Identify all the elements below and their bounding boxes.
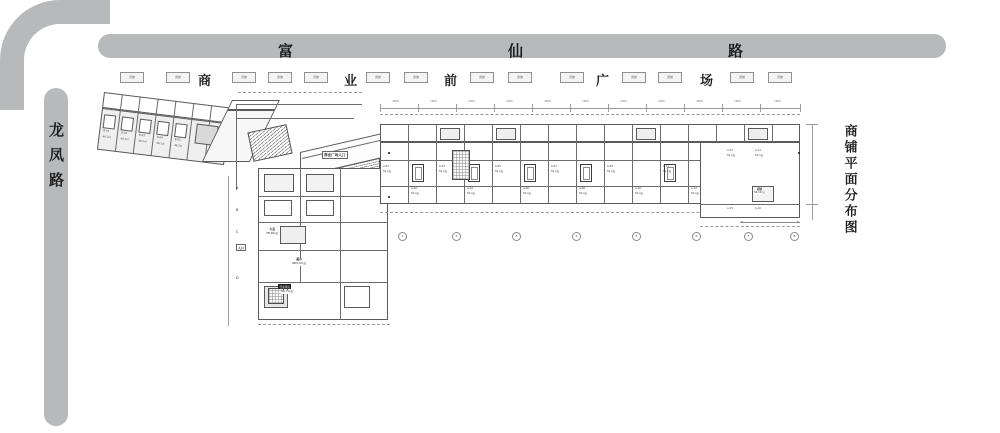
unit-area: 52.1㎡	[579, 192, 588, 195]
plan-title: 商铺平面分布图	[841, 124, 857, 236]
right-dimension-line	[812, 124, 813, 220]
left-wing-unit-code: B-01	[103, 129, 110, 133]
plaza-shop-pill[interactable]: 商铺	[232, 72, 256, 83]
unit-code: A-11	[663, 165, 669, 168]
dimension-line	[380, 108, 800, 109]
right-row-partition	[604, 124, 605, 204]
right-row-partition	[408, 124, 409, 204]
unit-code: A-09	[607, 165, 613, 168]
plaza-shop-pill[interactable]: 商铺	[560, 72, 584, 83]
plaza-shop-pill[interactable]: 商铺	[508, 72, 532, 83]
axis-bubble-3: 3	[512, 232, 521, 241]
unit-code: A-07	[551, 165, 557, 168]
axis-bubble-2: 2	[452, 232, 461, 241]
axis-bubble-6: 6	[692, 232, 701, 241]
road-label-lu: 路	[728, 42, 746, 60]
left-wing-unit-area: 46.2㎡	[138, 139, 147, 144]
unit-area: 52.1㎡	[755, 154, 764, 157]
center-partition	[258, 250, 388, 251]
left-wing-unit-core[interactable]	[103, 114, 117, 129]
unit-code: A-14	[755, 149, 761, 152]
corridor-room[interactable]	[496, 128, 516, 140]
dimension-tick	[684, 104, 685, 112]
dimension-text: 7200	[468, 100, 475, 103]
dimension-tick	[570, 104, 571, 112]
node-dot	[388, 152, 390, 154]
unit-code: A-04	[467, 187, 473, 190]
unit-code: A-13	[727, 149, 733, 152]
unit-code: A-03	[439, 165, 445, 168]
right-end-dimension	[740, 222, 800, 223]
dimension-tick	[646, 104, 647, 112]
plaza-edge-line-2	[236, 118, 354, 119]
plaza-title-char-5: 场	[700, 74, 714, 89]
shop-core[interactable]	[524, 164, 536, 182]
right-end-line	[700, 204, 800, 205]
left-wing-unit-code: B-04	[156, 135, 164, 140]
left-wing-unit-area: 46.2㎡	[120, 137, 129, 142]
road-label-longfenglu: 龙凤路	[47, 122, 65, 197]
center-room[interactable]	[280, 226, 306, 244]
axis-bubble-7: 7	[744, 232, 753, 241]
unit-area: 52.1㎡	[523, 192, 532, 195]
right-row-partition	[520, 124, 521, 204]
dimension-tick	[608, 104, 609, 112]
dimension-text: 7200	[696, 100, 703, 103]
area-value: 52.10 ㎡	[754, 191, 765, 195]
right-end-building	[700, 142, 800, 218]
dimension-tick	[494, 104, 495, 112]
center-room[interactable]	[264, 200, 292, 216]
area-tag-a	[266, 228, 279, 236]
plaza-shop-pill[interactable]: 商铺	[730, 72, 754, 83]
plaza-shop-pill[interactable]: 商铺	[658, 72, 682, 83]
left-wing-unit-area: 46.2㎡	[155, 141, 165, 146]
left-wing-unit-area: 46.2㎡	[173, 143, 183, 148]
right-row-partition	[548, 124, 549, 204]
left-wing-unit-core[interactable]	[138, 119, 152, 134]
plaza-title-char-4: 广	[596, 74, 610, 89]
plaza-dashed-boundary	[238, 92, 362, 93]
plaza-shop-pill[interactable]: 商铺	[366, 72, 390, 83]
right-row-top-dash	[380, 114, 800, 115]
center-partition-v	[340, 168, 341, 320]
unit-code: A-02	[411, 187, 417, 190]
dimension-tick	[418, 104, 419, 112]
corridor-room[interactable]	[636, 128, 656, 140]
dimension-text: 7200	[430, 100, 437, 103]
dimension-text: 7200	[392, 100, 399, 103]
unit-area: 52.1㎡	[607, 170, 616, 173]
shop-core[interactable]	[580, 164, 592, 182]
unit-code: A-16	[755, 207, 761, 210]
plaza-shop-pill[interactable]: 商铺	[404, 72, 428, 83]
unit-code: A-06	[523, 187, 529, 190]
unit-area: 52.1㎡	[551, 170, 560, 173]
left-wing-unit-code: B-05	[174, 137, 181, 142]
plaza-edge-line	[236, 104, 362, 105]
unit-area: 52.1㎡	[411, 192, 420, 195]
unit-code: A-08	[579, 187, 585, 190]
center-partition	[258, 222, 388, 223]
road-right-cap	[922, 34, 946, 58]
plaza-shop-pill[interactable]: 商铺	[622, 72, 646, 83]
axis-label-d: D	[236, 276, 239, 280]
right-row-partition	[576, 124, 577, 204]
plaza-title-char-1: 商	[198, 74, 212, 89]
axis-label-c: C	[236, 230, 239, 234]
plaza-shop-pill[interactable]: 商铺	[304, 72, 328, 83]
corridor-room[interactable]	[440, 128, 460, 140]
dimension-text: 7200	[658, 100, 665, 103]
dimension-tick	[800, 104, 801, 112]
plaza-left-edge	[236, 104, 237, 190]
right-row-partition	[632, 124, 633, 204]
unit-area: 52.1㎡	[439, 170, 448, 173]
area-value: 78.00 ㎡	[266, 230, 279, 235]
right-row-partition	[436, 124, 437, 204]
shop-core[interactable]	[412, 164, 424, 182]
unit-code: A-01	[383, 165, 389, 168]
right-end-dash	[700, 226, 800, 227]
dimension-text: 7200	[506, 100, 513, 103]
axis-bubble-5: 5	[632, 232, 641, 241]
plaza-shop-pill[interactable]: 商铺	[166, 72, 190, 83]
left-wing-unit-code: B-03	[138, 133, 146, 138]
dimension-tick	[380, 104, 381, 112]
axis-bubble-8: 8	[790, 232, 799, 241]
center-bottom-dash	[258, 324, 390, 325]
corridor-room[interactable]	[748, 128, 768, 140]
dimension-tick	[806, 124, 818, 125]
unit-area: 52.1㎡	[467, 192, 476, 195]
dimension-tick	[760, 104, 761, 112]
axis-bubble-1: 1	[398, 232, 407, 241]
plaza-shop-pill[interactable]: 商铺	[120, 72, 144, 83]
unit-area: 52.1㎡	[383, 170, 392, 173]
dimension-tick	[532, 104, 533, 112]
area-tag-c-value: 66.70 ㎡	[281, 289, 294, 293]
unit-code: A-10	[635, 187, 641, 190]
area-tag-b	[292, 258, 306, 266]
axis-label-b: B	[236, 208, 239, 212]
road-label-fu: 富	[278, 42, 296, 60]
right-row-partition	[660, 124, 661, 204]
plaza-title-char-2: 业	[344, 74, 358, 89]
left-wing-unit-core[interactable]	[174, 123, 188, 138]
unit-code: A-15	[727, 207, 733, 210]
unit-area: 52.1㎡	[691, 192, 700, 195]
center-partition	[258, 282, 388, 283]
area-title: 商铺	[756, 188, 763, 191]
dimension-text: 7200	[734, 100, 741, 103]
secondary-entrance-tag[interactable]: 入口	[238, 245, 245, 250]
unit-area: 52.1㎡	[663, 170, 672, 173]
unit-code: A-12	[691, 187, 697, 190]
area-value: 284.30 ㎡	[292, 260, 307, 265]
center-room[interactable]	[306, 174, 334, 192]
main-entrance-tag[interactable]: 商业广场入口	[322, 151, 348, 159]
center-room[interactable]	[344, 286, 370, 308]
dimension-text: 7200	[620, 100, 627, 103]
right-row-partition	[492, 124, 493, 204]
dimension-tick	[456, 104, 457, 112]
center-room[interactable]	[264, 174, 294, 192]
unit-area: 52.1㎡	[635, 192, 644, 195]
left-wing-unit-core[interactable]	[120, 116, 134, 131]
unit-area: 52.1㎡	[495, 170, 504, 173]
area-tag-d	[754, 188, 765, 195]
plaza-shop-pill[interactable]: 商铺	[768, 72, 792, 83]
road-bottom-cap	[44, 400, 68, 426]
equipment-room-tag: 设备用房	[279, 285, 290, 289]
center-room[interactable]	[306, 200, 334, 216]
center-partition	[258, 196, 388, 197]
dimension-text: 7200	[774, 100, 781, 103]
unit-code: A-05	[495, 165, 501, 168]
dimension-text: 7200	[582, 100, 589, 103]
node-dot	[388, 196, 390, 198]
unit-area: 52.1㎡	[727, 154, 736, 157]
right-row-partition	[688, 124, 689, 204]
left-wing-unit-core[interactable]	[156, 121, 170, 136]
axis-bubble-4: 4	[572, 232, 581, 241]
left-wing-unit-area: 46.2㎡	[102, 135, 112, 140]
axis-label-a: A	[236, 186, 239, 190]
dimension-tick	[806, 204, 818, 205]
node-dot	[798, 152, 800, 154]
area-title: 大堂	[269, 227, 276, 231]
stair-grid	[452, 150, 470, 180]
area-title: 超市	[296, 257, 303, 261]
dimension-text: 7200	[544, 100, 551, 103]
road-label-xian: 仙	[508, 42, 526, 60]
plaza-title-char-3: 前	[444, 74, 458, 89]
left-wing-unit-code: B-02	[120, 131, 128, 136]
plaza-shop-pill[interactable]: 商铺	[268, 72, 292, 83]
axis-guide-left	[228, 176, 229, 326]
dimension-tick	[722, 104, 723, 112]
left-wing-building	[95, 92, 233, 179]
plaza-shop-pill[interactable]: 商铺	[470, 72, 494, 83]
